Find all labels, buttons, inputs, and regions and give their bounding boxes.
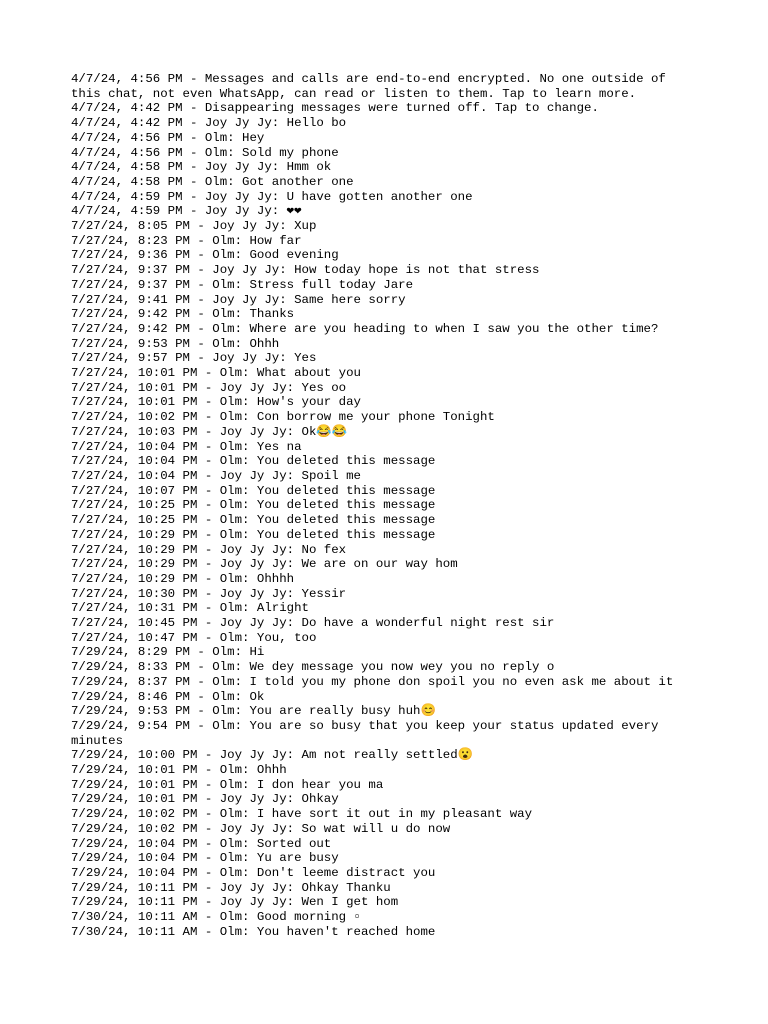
chat-line: 4/7/24, 4:58 PM - Olm: Got another one <box>71 174 354 189</box>
chat-line: 4/7/24, 4:56 PM - Olm: Hey <box>71 130 265 145</box>
chat-line: 7/27/24, 10:25 PM - Olm: You deleted this message <box>71 498 436 513</box>
chat-line: 7/27/24, 10:04 PM - Olm: You deleted this message <box>71 454 436 469</box>
chat-line: 7/27/24, 10:30 PM - Joy Jy Jy: Yessir <box>71 586 347 601</box>
chat-line: 4/7/24, 4:56 PM - Messages and calls are end-to-end encrypted. No one outside of this chat, not even WhatsApp, can read or listen to them. Tap to learn more. <box>71 72 674 101</box>
chat-line: 7/27/24, 10:29 PM - Joy Jy Jy: We are on our way hom <box>71 557 458 572</box>
chat-line: 7/29/24, 10:00 PM - Joy Jy Jy: Am not really settled😮 <box>71 748 474 763</box>
chat-line: 7/29/24, 10:01 PM - Olm: Ohhh <box>71 763 287 778</box>
chat-line: 7/27/24, 9:37 PM - Joy Jy Jy: How today hope is not that stress <box>71 263 540 278</box>
chat-export-text <box>71 72 691 939</box>
chat-line: 7/29/24, 9:53 PM - Olm: You are really busy huh😊 <box>71 704 436 719</box>
chat-line: 4/7/24, 4:59 PM - Joy Jy Jy: U have gotten another one <box>71 189 473 204</box>
chat-line: 7/29/24, 8:33 PM - Olm: We dey message you now wey you no reply o <box>71 660 555 675</box>
chat-line: 7/27/24, 10:01 PM - Joy Jy Jy: Yes oo <box>71 380 347 395</box>
chat-line: 7/27/24, 10:29 PM - Olm: Ohhhh <box>71 571 295 586</box>
chat-line: 7/29/24, 9:54 PM - Olm: You are so busy that you keep your status updated every minutes <box>71 718 666 748</box>
chat-line: 7/29/24, 10:11 PM - Joy Jy Jy: Ohkay Thanku <box>71 880 391 895</box>
chat-line: 7/27/24, 10:29 PM - Joy Jy Jy: No fex <box>71 542 347 557</box>
chat-line: 7/30/24, 10:11 AM - Olm: You haven't reached home <box>71 924 436 939</box>
chat-line: 7/27/24, 10:01 PM - Olm: What about you <box>71 366 361 381</box>
chat-line: 7/27/24, 10:47 PM - Olm: You, too <box>71 630 317 645</box>
chat-line: 7/27/24, 10:29 PM - Olm: You deleted this message <box>71 527 436 542</box>
chat-line: 7/27/24, 9:41 PM - Joy Jy Jy: Same here sorry <box>71 292 406 307</box>
chat-line: 7/27/24, 8:23 PM - Olm: How far <box>71 233 302 248</box>
chat-line: 7/30/24, 10:11 AM - Olm: Good morning ▫ <box>71 910 361 925</box>
chat-line: 7/29/24, 10:02 PM - Joy Jy Jy: So wat will u do now <box>71 821 451 836</box>
chat-line: 7/27/24, 10:04 PM - Joy Jy Jy: Spoil me <box>71 468 361 483</box>
chat-line: 7/27/24, 10:03 PM - Joy Jy Jy: Ok😂😂 <box>71 424 348 439</box>
chat-line: 7/27/24, 10:25 PM - Olm: You deleted this message <box>71 513 436 528</box>
chat-line: 7/27/24, 10:31 PM - Olm: Alright <box>71 601 309 616</box>
chat-line: 4/7/24, 4:58 PM - Joy Jy Jy: Hmm ok <box>71 160 332 175</box>
chat-line: 7/27/24, 10:02 PM - Olm: Con borrow me your phone Tonight <box>71 410 495 425</box>
chat-line: 7/29/24, 10:11 PM - Joy Jy Jy: Wen I get hom <box>71 895 399 910</box>
chat-line: 7/27/24, 9:53 PM - Olm: Ohhh <box>71 336 280 351</box>
chat-line: 7/29/24, 8:46 PM - Olm: Ok <box>71 689 265 704</box>
chat-line: 7/29/24, 8:37 PM - Olm: I told you my phone don spoil you no even ask me about it <box>71 674 674 689</box>
chat-line: 7/27/24, 10:01 PM - Olm: How's your day <box>71 395 361 410</box>
chat-line: 7/27/24, 9:42 PM - Olm: Where are you heading to when I saw you the other time? <box>71 321 659 336</box>
chat-line: 7/29/24, 10:04 PM - Olm: Sorted out <box>71 836 332 851</box>
chat-line: 4/7/24, 4:56 PM - Olm: Sold my phone <box>71 145 339 160</box>
chat-line: 4/7/24, 4:42 PM - Disappearing messages were turned off. Tap to change. <box>71 101 599 116</box>
chat-line: 7/27/24, 9:57 PM - Joy Jy Jy: Yes <box>71 351 317 366</box>
chat-line: 7/29/24, 8:29 PM - Olm: Hi <box>71 645 265 660</box>
chat-line: 7/27/24, 9:36 PM - Olm: Good evening <box>71 248 339 263</box>
chat-line: 7/27/24, 10:07 PM - Olm: You deleted this message <box>71 483 436 498</box>
chat-line: 7/29/24, 10:01 PM - Olm: I don hear you ma <box>71 777 384 792</box>
chat-line: 7/27/24, 10:45 PM - Joy Jy Jy: Do have a wonderful night rest sir <box>71 616 555 631</box>
chat-line: 7/29/24, 10:04 PM - Olm: Don't leeme distract you <box>71 865 436 880</box>
chat-line: 7/29/24, 10:02 PM - Olm: I have sort it out in my pleasant way <box>71 807 533 822</box>
chat-line: 4/7/24, 4:59 PM - Joy Jy Jy: ❤❤ <box>71 204 302 219</box>
chat-line: 7/27/24, 10:04 PM - Olm: Yes na <box>71 439 302 454</box>
chat-line: 7/27/24, 9:42 PM - Olm: Thanks <box>71 307 295 322</box>
chat-line: 7/29/24, 10:04 PM - Olm: Yu are busy <box>71 851 339 866</box>
chat-line: 7/27/24, 8:05 PM - Joy Jy Jy: Xup <box>71 219 317 234</box>
chat-line: 4/7/24, 4:42 PM - Joy Jy Jy: Hello bo <box>71 116 347 131</box>
chat-line: 7/27/24, 9:37 PM - Olm: Stress full today Jare <box>71 277 414 292</box>
chat-line: 7/29/24, 10:01 PM - Joy Jy Jy: Ohkay <box>71 792 339 807</box>
